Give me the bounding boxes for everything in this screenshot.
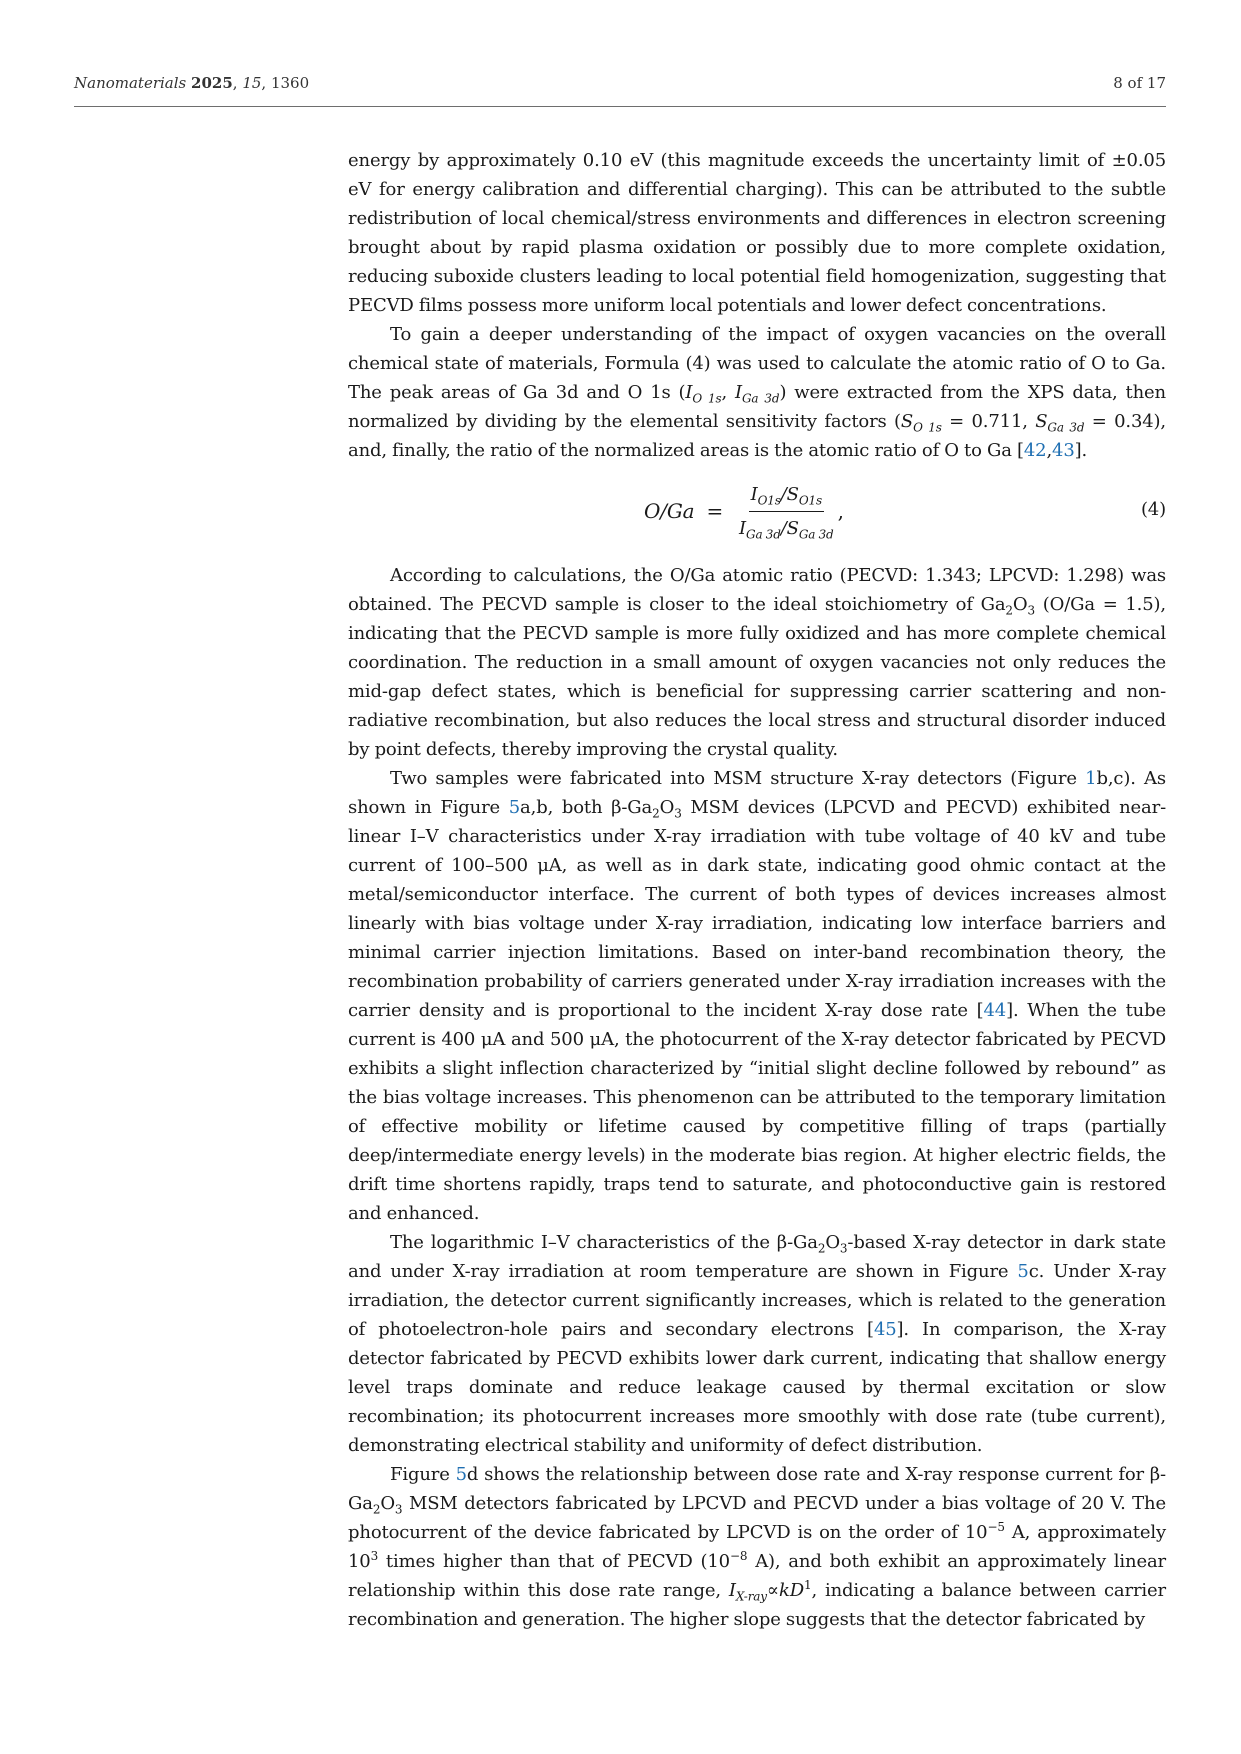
s-o1s-value: = 0.711, xyxy=(941,411,1036,432)
p4-sub-2: 2 xyxy=(652,806,660,821)
p6-text-d: A, approximately 10 xyxy=(348,1522,1166,1572)
figure-link-1[interactable]: 1 xyxy=(1085,768,1097,789)
figure-link-5[interactable]: 5 xyxy=(508,797,521,818)
journal-citation: Nanomaterials 2025, 15, 1360 xyxy=(74,74,310,92)
var-kd: kD xyxy=(778,1580,805,1601)
p5-text-a: The logarithmic I–V characteristics of the β-Ga xyxy=(390,1232,818,1253)
header-rule xyxy=(74,106,1166,107)
den-s-sub: Ga 3d xyxy=(798,527,834,542)
p4-text-a: Two samples were fabricated into MSM structure X-ray detectors (Figure xyxy=(390,768,1086,789)
var-i-ga3d: I xyxy=(735,382,742,403)
p6-sub-2: 2 xyxy=(372,1502,381,1517)
sub-ga3d: Ga 3d xyxy=(741,391,780,406)
var-s-o1s: S xyxy=(900,411,914,432)
paragraph-6 xyxy=(348,1460,1166,1634)
num-s: S xyxy=(786,483,799,505)
p2-text-c: and, finally, the ratio of the normalized areas is the atomic ratio of O to Ga [ xyxy=(348,440,1024,461)
s-ga3d-value: = 0.34), xyxy=(1084,411,1166,432)
equation-lhs: O/Ga xyxy=(644,498,695,523)
paragraph-2 xyxy=(348,320,1166,465)
p5-text-b: -based X-ray detector in dark state and under X-ray irradiation at room temperature are shown in Figure xyxy=(348,1232,1167,1282)
equation-fraction xyxy=(739,480,834,543)
running-header xyxy=(74,74,1166,98)
var-i-xray: I xyxy=(728,1580,736,1601)
p4-sub-3: 3 xyxy=(674,806,682,821)
p5-sub-2: 2 xyxy=(817,1241,826,1256)
p3-sub-2: 2 xyxy=(1005,603,1013,618)
paragraph-3 xyxy=(348,561,1166,764)
p3-sub-3: 3 xyxy=(1027,603,1036,618)
paragraph-1: energy by approximately 0.10 eV (this magnitude exceeds the uncertainty limit of ±0.05 eV for energy calibration and differential charging). This can be attributed to the subtle redistribution of local chemical/stress environments and differences in electron screening brought about by rapid plasma oxidation or possibly due to more complete oxidation, reducing suboxide clusters leading to local potential field homogenization, suggesting that PECVD films possess more uniform local potentials and lower defect concentrations. xyxy=(348,150,1166,316)
p6-text-f: A), and both exhibit an approximately linear relationship within this dose rate range, xyxy=(348,1551,1166,1601)
p2-text-b: ) were extracted from the XPS data, then normalized by dividing by the elemental sensitivity factors ( xyxy=(348,382,1166,432)
sub-s-o1s: O 1s xyxy=(913,420,942,435)
p2-text-d: ]. xyxy=(1074,440,1088,461)
p6-text-b: d shows the relationship between dose rate and X-ray response current for β-Ga xyxy=(348,1464,1166,1514)
num-slash: / xyxy=(780,483,787,505)
journal-volume: 15 xyxy=(242,74,262,92)
fraction-numerator xyxy=(749,480,824,512)
sub-s-ga3d: Ga 3d xyxy=(1047,420,1085,435)
p4-text-b: b,c). As shown in Figure xyxy=(348,768,1166,818)
p6-text-c: MSM detectors fabricated by LPCVD and PECVD under a bias voltage of 20 V. The photocurrent of the device fabricated by LPCVD is on the order of 10 xyxy=(348,1493,1166,1543)
p4-text-c: a,b, both β-Ga xyxy=(520,797,653,818)
p5-text-d: ]. In comparison, the X-ray detector fabricated by PECVD exhibits lower dark current, indicating that shallow energy level traps dominate and reduce leakage caused by thermal excitation or slow recombination; its photocurrent increases more smoothly with dose rate (tube current), demonstrating electrical stability and uniformity of defect distribution. xyxy=(348,1319,1166,1456)
citation-link-43[interactable]: 43 xyxy=(1052,440,1075,461)
page-number: 8 of 17 xyxy=(1113,74,1166,92)
equation-trailing-comma: , xyxy=(837,498,844,523)
p6-text-a: Figure xyxy=(390,1464,456,1485)
journal-year: 2025 xyxy=(191,74,233,92)
p6-sup-minus5: −5 xyxy=(987,1520,1005,1534)
sup-1: 1 xyxy=(804,1578,812,1592)
num-i-sub: O1s xyxy=(757,493,781,508)
journal-name: Nanomaterials xyxy=(74,74,187,92)
p2-comma: , xyxy=(721,382,736,403)
p3-text-a: According to calculations, the O/Ga atomic ratio (PECVD: 1.343; LPCVD: 1.298) was obtained. The PECVD sample is closer to the ideal stoichiometry of Ga xyxy=(348,565,1166,615)
paragraph-5 xyxy=(348,1228,1166,1460)
p5-sub-3: 3 xyxy=(839,1241,848,1256)
den-i-sub: Ga 3d xyxy=(746,527,781,542)
citation-link-42[interactable]: 42 xyxy=(1023,440,1047,461)
fraction-denominator xyxy=(739,512,834,543)
p5-oxygen: O xyxy=(825,1232,840,1253)
p2-text-a: To gain a deeper understanding of the impact of oxygen vacancies on the overall chemical state of materials, Formula (4) was used to calculate the atomic ratio of O to Ga. The peak areas of Ga 3d and O 1s ( xyxy=(348,324,1166,403)
citation-link-45[interactable]: 45 xyxy=(873,1319,897,1340)
proportional-symbol: ∝ xyxy=(766,1580,779,1601)
figure-link-5c[interactable]: 5 xyxy=(1017,1261,1029,1282)
p4-text-d: MSM devices (LPCVD and PECVD) exhibited near-linear I–V characteristics under X-ray irradiation with tube voltage of 40 kV and tube current of 100–500 μA, as well as in dark state, indicating good ohmic contact at the metal/semiconductor interface. The current of both types of devices increases almost linearly with bias voltage under X-ray irradiation, indicating low interface barriers and minimal carrier injection limitations. Based on inter-band recombination theory, the recombination probability of carriers generated under X-ray irradiation increases with the carrier density and is proportional to the incident X-ray dose rate [ xyxy=(348,797,1166,1021)
article-number: 1360 xyxy=(270,74,310,92)
p4-text-e: ]. When the tube current is 400 μA and 500 μA, the photocurrent of the X-ray detector fabricated by PECVD exhibits a slight inflection characterized by “initial slight decline followed by rebound” as the bias voltage increases. This phenomenon can be attributed to the temporary limitation of effective mobility or lifetime caused by competitive filling of traps (partially deep/intermediate energy levels) in the moderate bias region. At higher electric fields, the drift time shortens rapidly, traps tend to saturate, and photoconductive gain is restored and enhanced. xyxy=(348,1000,1166,1224)
paragraph-4 xyxy=(348,764,1166,1228)
equation-4 xyxy=(348,471,1166,553)
equation-number: (4) xyxy=(1140,499,1166,520)
sub-xray: X-ray xyxy=(735,1589,767,1604)
p6-sub-3: 3 xyxy=(394,1502,403,1517)
body-text xyxy=(348,146,1166,1634)
p6-text-g: , indicating a balance between carrier recombination and generation. The higher slope suggests that the detector fabricated by xyxy=(348,1580,1166,1630)
equation-expression xyxy=(644,481,844,541)
den-i: I xyxy=(739,517,747,539)
p3-oxygen: O xyxy=(1012,594,1028,615)
figure-link-5d[interactable]: 5 xyxy=(455,1464,467,1485)
var-i-o1s: I xyxy=(685,382,693,403)
p6-sup-minus8: −8 xyxy=(729,1549,748,1563)
p6-sup-3: 3 xyxy=(370,1549,379,1563)
p4-oxygen: O xyxy=(659,797,675,818)
citation-separator: , xyxy=(1046,440,1053,461)
sub-o1s: O 1s xyxy=(692,391,722,406)
var-s-ga3d: S xyxy=(1035,411,1048,432)
p3-text-b: (O/Ga = 1.5), indicating that the PECVD sample is more fully oxidized and has more complete chemical coordination. The reduction in a small amount of oxygen vacancies not only reduces the mid-gap defect states, which is beneficial for suppressing carrier scattering and non-radiative recombination, but also reduces the local stress and structural disorder induced by point defects, thereby improving the crystal quality. xyxy=(348,594,1166,760)
num-i: I xyxy=(750,483,758,505)
den-slash: / xyxy=(780,517,787,539)
citation-link-44[interactable]: 44 xyxy=(983,1000,1007,1021)
p5-text-c: c. Under X-ray irradiation, the detector current significantly increases, which is related to the generation of photoelectron-hole pairs and secondary electrons [ xyxy=(348,1261,1166,1340)
p6-text-e: times higher than that of PECVD (10 xyxy=(378,1551,730,1572)
p6-oxygen: O xyxy=(380,1493,395,1514)
den-s: S xyxy=(786,517,799,539)
equals-sign: = xyxy=(706,498,724,523)
num-s-sub: O1s xyxy=(798,493,823,508)
